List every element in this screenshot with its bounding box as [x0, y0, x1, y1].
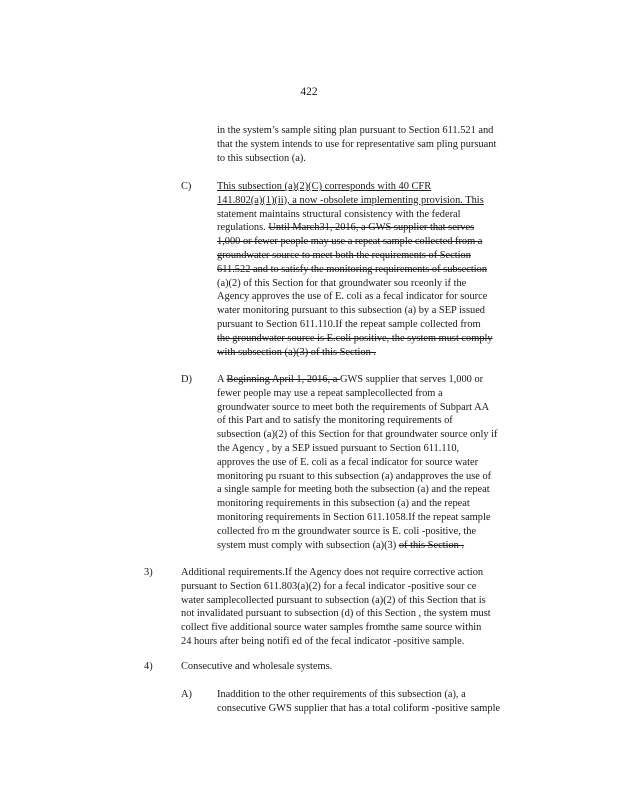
page-number: 422	[300, 86, 318, 98]
item-c-paragraph	[217, 180, 547, 359]
text-run: groundwater source to meet both the requirements of Subpart AA	[217, 401, 490, 413]
text-line	[217, 387, 547, 401]
text-run: 24 hours after being notifi ed of the fecal indicator -positive sample.	[181, 635, 465, 647]
text-run: statement maintains structural consistency with the federal	[217, 208, 461, 220]
text-line	[217, 208, 547, 222]
text-line	[217, 483, 547, 497]
text-line	[217, 373, 547, 387]
text-run: Consecutive and wholesale systems.	[181, 661, 333, 672]
text-line	[217, 456, 547, 470]
item-3-label: 3)	[144, 567, 153, 578]
text-run: pursuant to Section 611.110.If the repeat sample collected from	[217, 318, 481, 330]
text-line	[217, 525, 547, 539]
text-line	[181, 566, 541, 580]
text-line	[217, 138, 547, 152]
intro-paragraph	[217, 124, 547, 165]
text-line	[217, 414, 547, 428]
text-run: fewer people may use a repeat samplecollected from a	[217, 387, 443, 399]
text-line	[217, 539, 547, 553]
text-run: consecutive GWS supplier that has a total coliform -positive sample	[217, 702, 501, 714]
text-run: not invalidated pursuant to subsection (d) of this Section , the system must	[181, 608, 491, 620]
text-line	[217, 497, 547, 511]
text-line	[217, 180, 547, 194]
text-run: monitoring requirements in this subsection (a) and the repeat	[217, 498, 470, 510]
underlined-text: This subsection (a)(2)(C) corresponds with 40 CFR	[217, 181, 432, 192]
text-line	[181, 621, 541, 635]
text-line	[217, 277, 547, 291]
deleted-text: of this Section .	[398, 539, 465, 551]
text-line	[181, 660, 541, 674]
text-line	[217, 221, 547, 235]
text-run: approves the use of E. coli as a fecal indicator for source water	[217, 456, 479, 468]
text-line	[217, 124, 547, 138]
text-line	[217, 442, 547, 456]
item-c-label: C)	[181, 181, 192, 192]
text-line	[217, 304, 547, 318]
text-run: system must comply with subsection (a)(3)	[217, 539, 399, 551]
item-3-paragraph	[181, 566, 541, 649]
text-run: in the system’s sample siting plan pursuant to Section 611.521 and	[217, 125, 494, 136]
text-line	[217, 235, 547, 249]
item-4a-paragraph	[217, 688, 547, 716]
text-run: GWS supplier that serves 1,000 or	[339, 374, 484, 385]
text-run: monitoring requirements in Section 611.1058.If the repeat sample	[217, 511, 491, 523]
text-line	[217, 470, 547, 484]
text-run: Inaddition to the other requirements of this subsection (a), a	[217, 689, 466, 700]
text-line	[217, 249, 547, 263]
deleted-text: the groundwater source is E.coli positive, the system must comply	[217, 332, 493, 344]
text-run: the Agency , by a SEP issued pursuant to Section 611.110,	[217, 442, 460, 454]
deleted-text: Until March31, 2016, a GWS supplier that serves	[268, 222, 475, 234]
text-line	[181, 607, 541, 621]
text-run: to this subsection (a).	[217, 152, 306, 164]
deleted-text: with subsection (a)(3) of this Section .	[217, 346, 377, 358]
item-4-paragraph	[181, 660, 541, 674]
text-line	[181, 594, 541, 608]
text-run: Additional requirements.If the Agency does not require corrective action	[181, 567, 484, 578]
text-run: monitoring pu rsuant to this subsection (a) andapproves the use of	[217, 470, 492, 482]
text-line	[217, 428, 547, 442]
deleted-text: 1,000 or fewer people may use a repeat sample collected from a	[217, 236, 483, 248]
deleted-text: Beginning April 1, 2016, a	[226, 374, 340, 385]
text-line	[217, 263, 547, 277]
text-run: pursuant to Section 611.803(a)(2) for a fecal indicator -positive sour ce	[181, 580, 477, 592]
item-4-label: 4)	[144, 661, 153, 672]
deleted-text: 611.522 and to satisfy the monitoring requirements of subsection	[217, 263, 488, 275]
item-d-label: D)	[181, 374, 192, 385]
text-run: a single sample for meeting both the subsection (a) and the repeat	[217, 484, 490, 496]
text-run: subsection (a)(2) of this Section for that groundwater source only if	[217, 429, 498, 441]
item-d-paragraph	[217, 373, 547, 552]
text-line	[217, 332, 547, 346]
text-line	[181, 580, 541, 594]
text-run: water monitoring pursuant to this subsection (a) by a SEP issued	[217, 305, 486, 317]
text-line	[217, 152, 547, 166]
text-run: of this Part and to satisfy the monitoring requirements of	[217, 415, 453, 427]
text-line	[217, 511, 547, 525]
text-run: A	[217, 374, 227, 385]
text-line	[181, 635, 541, 649]
underlined-text: 141.802(a)(1)(ii), a now -obsolete implementing provision. This	[217, 194, 484, 206]
text-line	[217, 688, 547, 702]
item-4a-label: A)	[181, 689, 192, 700]
text-run: (a)(2) of this Section for that groundwater sou rceonly if the	[217, 277, 467, 289]
text-run: collected fro m the groundwater source is E. coli -positive, the	[217, 525, 477, 537]
deleted-text: groundwater source to meet both the requirements of Section	[217, 249, 471, 261]
text-line	[217, 290, 547, 304]
text-line	[217, 318, 547, 332]
text-run: that the system intends to use for representative sam pling pursuant	[217, 138, 497, 150]
text-line	[217, 194, 547, 208]
text-line	[217, 346, 547, 360]
text-line	[217, 702, 547, 716]
text-run: water samplecollected pursuant to subsection (a)(2) of this Section that is	[181, 594, 486, 606]
text-run: regulations.	[217, 222, 269, 234]
text-run: collect five additional source water samples fromthe same source within	[181, 622, 482, 634]
text-run: Agency approves the use of E. coli as a fecal indicator for source	[217, 291, 488, 303]
text-line	[217, 401, 547, 415]
